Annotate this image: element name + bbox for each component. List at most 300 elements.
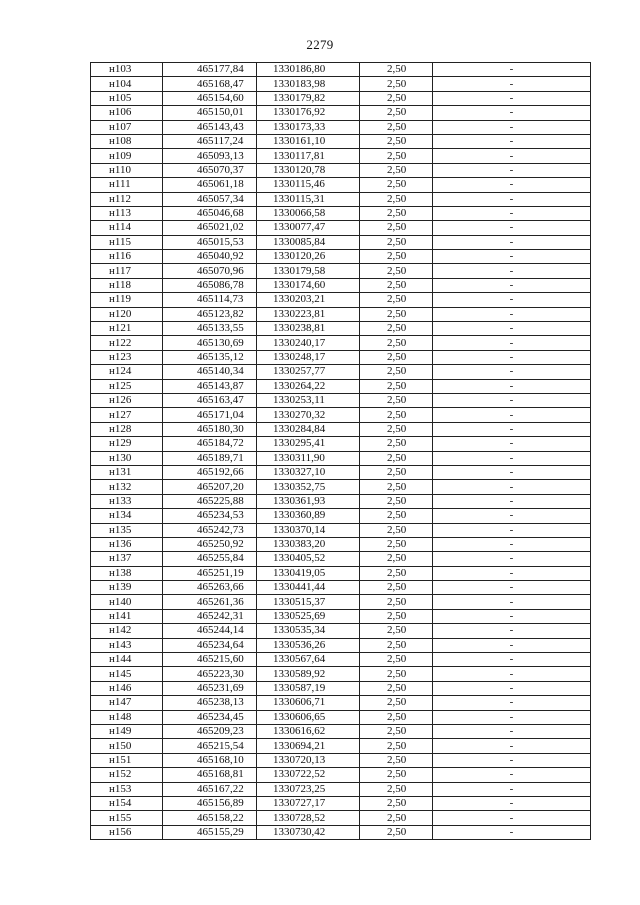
point-id-cell: н141 [91, 609, 163, 623]
point-id-cell: н130 [91, 451, 163, 465]
y-coordinate-cell: 1330115,46 [257, 178, 360, 192]
x-coordinate-cell: 465192,66 [163, 465, 257, 479]
y-coordinate-cell: 1330515,37 [257, 595, 360, 609]
point-id-cell: н139 [91, 581, 163, 595]
table-row [91, 221, 591, 235]
accuracy-cell: 2,50 [360, 465, 433, 479]
accuracy-cell: 2,50 [360, 739, 433, 753]
table-row [91, 638, 591, 652]
description-cell: - [433, 365, 591, 379]
y-coordinate-cell: 1330405,52 [257, 552, 360, 566]
accuracy-cell: 2,50 [360, 768, 433, 782]
table-row [91, 437, 591, 451]
x-coordinate-cell: 465135,12 [163, 350, 257, 364]
description-cell: - [433, 552, 591, 566]
accuracy-cell: 2,50 [360, 537, 433, 551]
point-id-cell: н126 [91, 393, 163, 407]
y-coordinate-cell: 1330589,92 [257, 667, 360, 681]
point-id-cell: н151 [91, 753, 163, 767]
x-coordinate-cell: 465130,69 [163, 336, 257, 350]
table-row [91, 782, 591, 796]
description-cell: - [433, 322, 591, 336]
point-id-cell: н103 [91, 63, 163, 77]
accuracy-cell: 2,50 [360, 552, 433, 566]
description-cell: - [433, 393, 591, 407]
accuracy-cell: 2,50 [360, 278, 433, 292]
accuracy-cell: 2,50 [360, 667, 433, 681]
y-coordinate-cell: 1330722,52 [257, 768, 360, 782]
accuracy-cell: 2,50 [360, 365, 433, 379]
accuracy-cell: 2,50 [360, 379, 433, 393]
x-coordinate-cell: 465215,60 [163, 653, 257, 667]
y-coordinate-cell: 1330238,81 [257, 322, 360, 336]
table-row [91, 667, 591, 681]
x-coordinate-cell: 465061,18 [163, 178, 257, 192]
x-coordinate-cell: 465225,88 [163, 494, 257, 508]
table-row [91, 379, 591, 393]
table-row [91, 206, 591, 220]
x-coordinate-cell: 465251,19 [163, 566, 257, 580]
table-row [91, 77, 591, 91]
point-id-cell: н134 [91, 509, 163, 523]
page-number: 2279 [306, 37, 334, 52]
point-id-cell: н154 [91, 796, 163, 810]
description-cell: - [433, 710, 591, 724]
point-id-cell: н147 [91, 696, 163, 710]
accuracy-cell: 2,50 [360, 696, 433, 710]
description-cell: - [433, 739, 591, 753]
table-row [91, 825, 591, 839]
y-coordinate-cell: 1330441,44 [257, 581, 360, 595]
description-cell: - [433, 422, 591, 436]
x-coordinate-cell: 465184,72 [163, 437, 257, 451]
accuracy-cell: 2,50 [360, 480, 433, 494]
accuracy-cell: 2,50 [360, 653, 433, 667]
description-cell: - [433, 336, 591, 350]
description-cell: - [433, 350, 591, 364]
point-id-cell: н113 [91, 206, 163, 220]
table-row [91, 696, 591, 710]
accuracy-cell: 2,50 [360, 811, 433, 825]
accuracy-cell: 2,50 [360, 437, 433, 451]
point-id-cell: н128 [91, 422, 163, 436]
description-cell: - [433, 509, 591, 523]
description-cell: - [433, 782, 591, 796]
description-cell: - [433, 235, 591, 249]
x-coordinate-cell: 465117,24 [163, 134, 257, 148]
x-coordinate-cell: 465242,73 [163, 523, 257, 537]
accuracy-cell: 2,50 [360, 77, 433, 91]
accuracy-cell: 2,50 [360, 509, 433, 523]
point-id-cell: н123 [91, 350, 163, 364]
y-coordinate-cell: 1330606,65 [257, 710, 360, 724]
description-cell: - [433, 768, 591, 782]
x-coordinate-cell: 465223,30 [163, 667, 257, 681]
table-row [91, 365, 591, 379]
table-row [91, 149, 591, 163]
accuracy-cell: 2,50 [360, 408, 433, 422]
accuracy-cell: 2,50 [360, 581, 433, 595]
y-coordinate-cell: 1330115,31 [257, 192, 360, 206]
x-coordinate-cell: 465057,34 [163, 192, 257, 206]
x-coordinate-cell: 465168,47 [163, 77, 257, 91]
x-coordinate-cell: 465180,30 [163, 422, 257, 436]
y-coordinate-cell: 1330606,71 [257, 696, 360, 710]
accuracy-cell: 2,50 [360, 523, 433, 537]
x-coordinate-cell: 465231,69 [163, 681, 257, 695]
x-coordinate-cell: 465143,43 [163, 120, 257, 134]
x-coordinate-cell: 465093,13 [163, 149, 257, 163]
description-cell: - [433, 811, 591, 825]
y-coordinate-cell: 1330535,34 [257, 624, 360, 638]
accuracy-cell: 2,50 [360, 681, 433, 695]
table-row [91, 250, 591, 264]
point-id-cell: н106 [91, 106, 163, 120]
point-id-cell: н136 [91, 537, 163, 551]
table-row [91, 710, 591, 724]
accuracy-cell: 2,50 [360, 451, 433, 465]
y-coordinate-cell: 1330361,93 [257, 494, 360, 508]
x-coordinate-cell: 465158,22 [163, 811, 257, 825]
description-cell: - [433, 537, 591, 551]
description-cell: - [433, 566, 591, 580]
y-coordinate-cell: 1330183,98 [257, 77, 360, 91]
table-row [91, 595, 591, 609]
accuracy-cell: 2,50 [360, 710, 433, 724]
x-coordinate-cell: 465238,13 [163, 696, 257, 710]
y-coordinate-cell: 1330179,58 [257, 264, 360, 278]
point-id-cell: н108 [91, 134, 163, 148]
y-coordinate-cell: 1330117,81 [257, 149, 360, 163]
x-coordinate-cell: 465177,84 [163, 63, 257, 77]
y-coordinate-cell: 1330536,26 [257, 638, 360, 652]
y-coordinate-cell: 1330066,58 [257, 206, 360, 220]
y-coordinate-cell: 1330257,77 [257, 365, 360, 379]
coordinates-table [90, 62, 591, 840]
point-id-cell: н114 [91, 221, 163, 235]
x-coordinate-cell: 465242,31 [163, 609, 257, 623]
y-coordinate-cell: 1330360,89 [257, 509, 360, 523]
y-coordinate-cell: 1330270,32 [257, 408, 360, 422]
description-cell: - [433, 264, 591, 278]
point-id-cell: н143 [91, 638, 163, 652]
x-coordinate-cell: 465261,36 [163, 595, 257, 609]
accuracy-cell: 2,50 [360, 206, 433, 220]
x-coordinate-cell: 465234,45 [163, 710, 257, 724]
table-row [91, 307, 591, 321]
table-row [91, 336, 591, 350]
description-cell: - [433, 91, 591, 105]
point-id-cell: н104 [91, 77, 163, 91]
description-cell: - [433, 192, 591, 206]
point-id-cell: н140 [91, 595, 163, 609]
description-cell: - [433, 293, 591, 307]
point-id-cell: н121 [91, 322, 163, 336]
table-row [91, 724, 591, 738]
table-row [91, 192, 591, 206]
accuracy-cell: 2,50 [360, 63, 433, 77]
y-coordinate-cell: 1330253,11 [257, 393, 360, 407]
y-coordinate-cell: 1330223,81 [257, 307, 360, 321]
accuracy-cell: 2,50 [360, 192, 433, 206]
accuracy-cell: 2,50 [360, 91, 433, 105]
description-cell: - [433, 206, 591, 220]
point-id-cell: н109 [91, 149, 163, 163]
x-coordinate-cell: 465086,78 [163, 278, 257, 292]
description-cell: - [433, 451, 591, 465]
x-coordinate-cell: 465263,66 [163, 581, 257, 595]
description-cell: - [433, 696, 591, 710]
table-row [91, 91, 591, 105]
y-coordinate-cell: 1330694,21 [257, 739, 360, 753]
y-coordinate-cell: 1330587,19 [257, 681, 360, 695]
y-coordinate-cell: 1330327,10 [257, 465, 360, 479]
accuracy-cell: 2,50 [360, 250, 433, 264]
y-coordinate-cell: 1330723,25 [257, 782, 360, 796]
table-row [91, 566, 591, 580]
table-row [91, 163, 591, 177]
description-cell: - [433, 437, 591, 451]
point-id-cell: н149 [91, 724, 163, 738]
table-row [91, 609, 591, 623]
description-cell: - [433, 753, 591, 767]
y-coordinate-cell: 1330616,62 [257, 724, 360, 738]
point-id-cell: н117 [91, 264, 163, 278]
accuracy-cell: 2,50 [360, 120, 433, 134]
x-coordinate-cell: 465255,84 [163, 552, 257, 566]
x-coordinate-cell: 465133,55 [163, 322, 257, 336]
table-row [91, 681, 591, 695]
table-row [91, 393, 591, 407]
y-coordinate-cell: 1330174,60 [257, 278, 360, 292]
description-cell: - [433, 595, 591, 609]
table-row [91, 422, 591, 436]
description-cell: - [433, 120, 591, 134]
y-coordinate-cell: 1330728,52 [257, 811, 360, 825]
y-coordinate-cell: 1330085,84 [257, 235, 360, 249]
x-coordinate-cell: 465070,96 [163, 264, 257, 278]
x-coordinate-cell: 465234,64 [163, 638, 257, 652]
x-coordinate-cell: 465021,02 [163, 221, 257, 235]
table-row [91, 408, 591, 422]
y-coordinate-cell: 1330727,17 [257, 796, 360, 810]
accuracy-cell: 2,50 [360, 163, 433, 177]
table-row [91, 653, 591, 667]
y-coordinate-cell: 1330077,47 [257, 221, 360, 235]
accuracy-cell: 2,50 [360, 624, 433, 638]
x-coordinate-cell: 465168,81 [163, 768, 257, 782]
point-id-cell: н132 [91, 480, 163, 494]
point-id-cell: н116 [91, 250, 163, 264]
point-id-cell: н144 [91, 653, 163, 667]
description-cell: - [433, 163, 591, 177]
table-row [91, 106, 591, 120]
accuracy-cell: 2,50 [360, 393, 433, 407]
x-coordinate-cell: 465234,53 [163, 509, 257, 523]
x-coordinate-cell: 465215,54 [163, 739, 257, 753]
description-cell: - [433, 307, 591, 321]
point-id-cell: н119 [91, 293, 163, 307]
description-cell: - [433, 667, 591, 681]
description-cell: - [433, 63, 591, 77]
x-coordinate-cell: 465150,01 [163, 106, 257, 120]
y-coordinate-cell: 1330383,20 [257, 537, 360, 551]
table-row [91, 293, 591, 307]
x-coordinate-cell: 465040,92 [163, 250, 257, 264]
accuracy-cell: 2,50 [360, 638, 433, 652]
point-id-cell: н129 [91, 437, 163, 451]
table-row [91, 480, 591, 494]
description-cell: - [433, 178, 591, 192]
table-row [91, 465, 591, 479]
description-cell: - [433, 408, 591, 422]
description-cell: - [433, 465, 591, 479]
y-coordinate-cell: 1330176,92 [257, 106, 360, 120]
x-coordinate-cell: 465189,71 [163, 451, 257, 465]
y-coordinate-cell: 1330370,14 [257, 523, 360, 537]
accuracy-cell: 2,50 [360, 221, 433, 235]
y-coordinate-cell: 1330264,22 [257, 379, 360, 393]
point-id-cell: н153 [91, 782, 163, 796]
point-id-cell: н155 [91, 811, 163, 825]
y-coordinate-cell: 1330419,05 [257, 566, 360, 580]
x-coordinate-cell: 465015,53 [163, 235, 257, 249]
description-cell: - [433, 796, 591, 810]
accuracy-cell: 2,50 [360, 825, 433, 839]
description-cell: - [433, 523, 591, 537]
y-coordinate-cell: 1330311,90 [257, 451, 360, 465]
coordinates-table-body [91, 63, 591, 840]
x-coordinate-cell: 465046,68 [163, 206, 257, 220]
table-row [91, 739, 591, 753]
accuracy-cell: 2,50 [360, 753, 433, 767]
y-coordinate-cell: 1330720,13 [257, 753, 360, 767]
point-id-cell: н135 [91, 523, 163, 537]
x-coordinate-cell: 465163,47 [163, 393, 257, 407]
table-row [91, 63, 591, 77]
point-id-cell: н107 [91, 120, 163, 134]
accuracy-cell: 2,50 [360, 566, 433, 580]
y-coordinate-cell: 1330567,64 [257, 653, 360, 667]
y-coordinate-cell: 1330284,84 [257, 422, 360, 436]
description-cell: - [433, 494, 591, 508]
point-id-cell: н145 [91, 667, 163, 681]
point-id-cell: н124 [91, 365, 163, 379]
y-coordinate-cell: 1330295,41 [257, 437, 360, 451]
x-coordinate-cell: 465167,22 [163, 782, 257, 796]
description-cell: - [433, 638, 591, 652]
point-id-cell: н122 [91, 336, 163, 350]
table-row [91, 796, 591, 810]
x-coordinate-cell: 465244,14 [163, 624, 257, 638]
table-row [91, 768, 591, 782]
y-coordinate-cell: 1330120,26 [257, 250, 360, 264]
y-coordinate-cell: 1330352,75 [257, 480, 360, 494]
table-row [91, 523, 591, 537]
point-id-cell: н105 [91, 91, 163, 105]
accuracy-cell: 2,50 [360, 134, 433, 148]
x-coordinate-cell: 465156,89 [163, 796, 257, 810]
table-row [91, 509, 591, 523]
accuracy-cell: 2,50 [360, 724, 433, 738]
description-cell: - [433, 825, 591, 839]
table-row [91, 624, 591, 638]
table-row [91, 581, 591, 595]
x-coordinate-cell: 465171,04 [163, 408, 257, 422]
point-id-cell: н148 [91, 710, 163, 724]
accuracy-cell: 2,50 [360, 494, 433, 508]
point-id-cell: н115 [91, 235, 163, 249]
table-row [91, 278, 591, 292]
accuracy-cell: 2,50 [360, 322, 433, 336]
point-id-cell: н146 [91, 681, 163, 695]
table-row [91, 322, 591, 336]
point-id-cell: н118 [91, 278, 163, 292]
point-id-cell: н127 [91, 408, 163, 422]
point-id-cell: н131 [91, 465, 163, 479]
description-cell: - [433, 278, 591, 292]
point-id-cell: н133 [91, 494, 163, 508]
y-coordinate-cell: 1330525,69 [257, 609, 360, 623]
table-row [91, 753, 591, 767]
accuracy-cell: 2,50 [360, 307, 433, 321]
accuracy-cell: 2,50 [360, 595, 433, 609]
table-row [91, 235, 591, 249]
description-cell: - [433, 77, 591, 91]
y-coordinate-cell: 1330248,17 [257, 350, 360, 364]
description-cell: - [433, 149, 591, 163]
accuracy-cell: 2,50 [360, 293, 433, 307]
point-id-cell: н137 [91, 552, 163, 566]
point-id-cell: н156 [91, 825, 163, 839]
point-id-cell: н150 [91, 739, 163, 753]
description-cell: - [433, 379, 591, 393]
table-row [91, 811, 591, 825]
y-coordinate-cell: 1330161,10 [257, 134, 360, 148]
point-id-cell: н125 [91, 379, 163, 393]
x-coordinate-cell: 465250,92 [163, 537, 257, 551]
accuracy-cell: 2,50 [360, 350, 433, 364]
description-cell: - [433, 250, 591, 264]
y-coordinate-cell: 1330173,33 [257, 120, 360, 134]
x-coordinate-cell: 465168,10 [163, 753, 257, 767]
accuracy-cell: 2,50 [360, 336, 433, 350]
table-row [91, 350, 591, 364]
accuracy-cell: 2,50 [360, 796, 433, 810]
y-coordinate-cell: 1330203,21 [257, 293, 360, 307]
accuracy-cell: 2,50 [360, 264, 433, 278]
accuracy-cell: 2,50 [360, 235, 433, 249]
point-id-cell: н111 [91, 178, 163, 192]
point-id-cell: н120 [91, 307, 163, 321]
accuracy-cell: 2,50 [360, 422, 433, 436]
accuracy-cell: 2,50 [360, 106, 433, 120]
table-row [91, 552, 591, 566]
description-cell: - [433, 134, 591, 148]
description-cell: - [433, 624, 591, 638]
description-cell: - [433, 480, 591, 494]
accuracy-cell: 2,50 [360, 149, 433, 163]
y-coordinate-cell: 1330179,82 [257, 91, 360, 105]
point-id-cell: н138 [91, 566, 163, 580]
point-id-cell: н112 [91, 192, 163, 206]
table-row [91, 178, 591, 192]
x-coordinate-cell: 465154,60 [163, 91, 257, 105]
table-row [91, 134, 591, 148]
description-cell: - [433, 581, 591, 595]
x-coordinate-cell: 465123,82 [163, 307, 257, 321]
description-cell: - [433, 653, 591, 667]
